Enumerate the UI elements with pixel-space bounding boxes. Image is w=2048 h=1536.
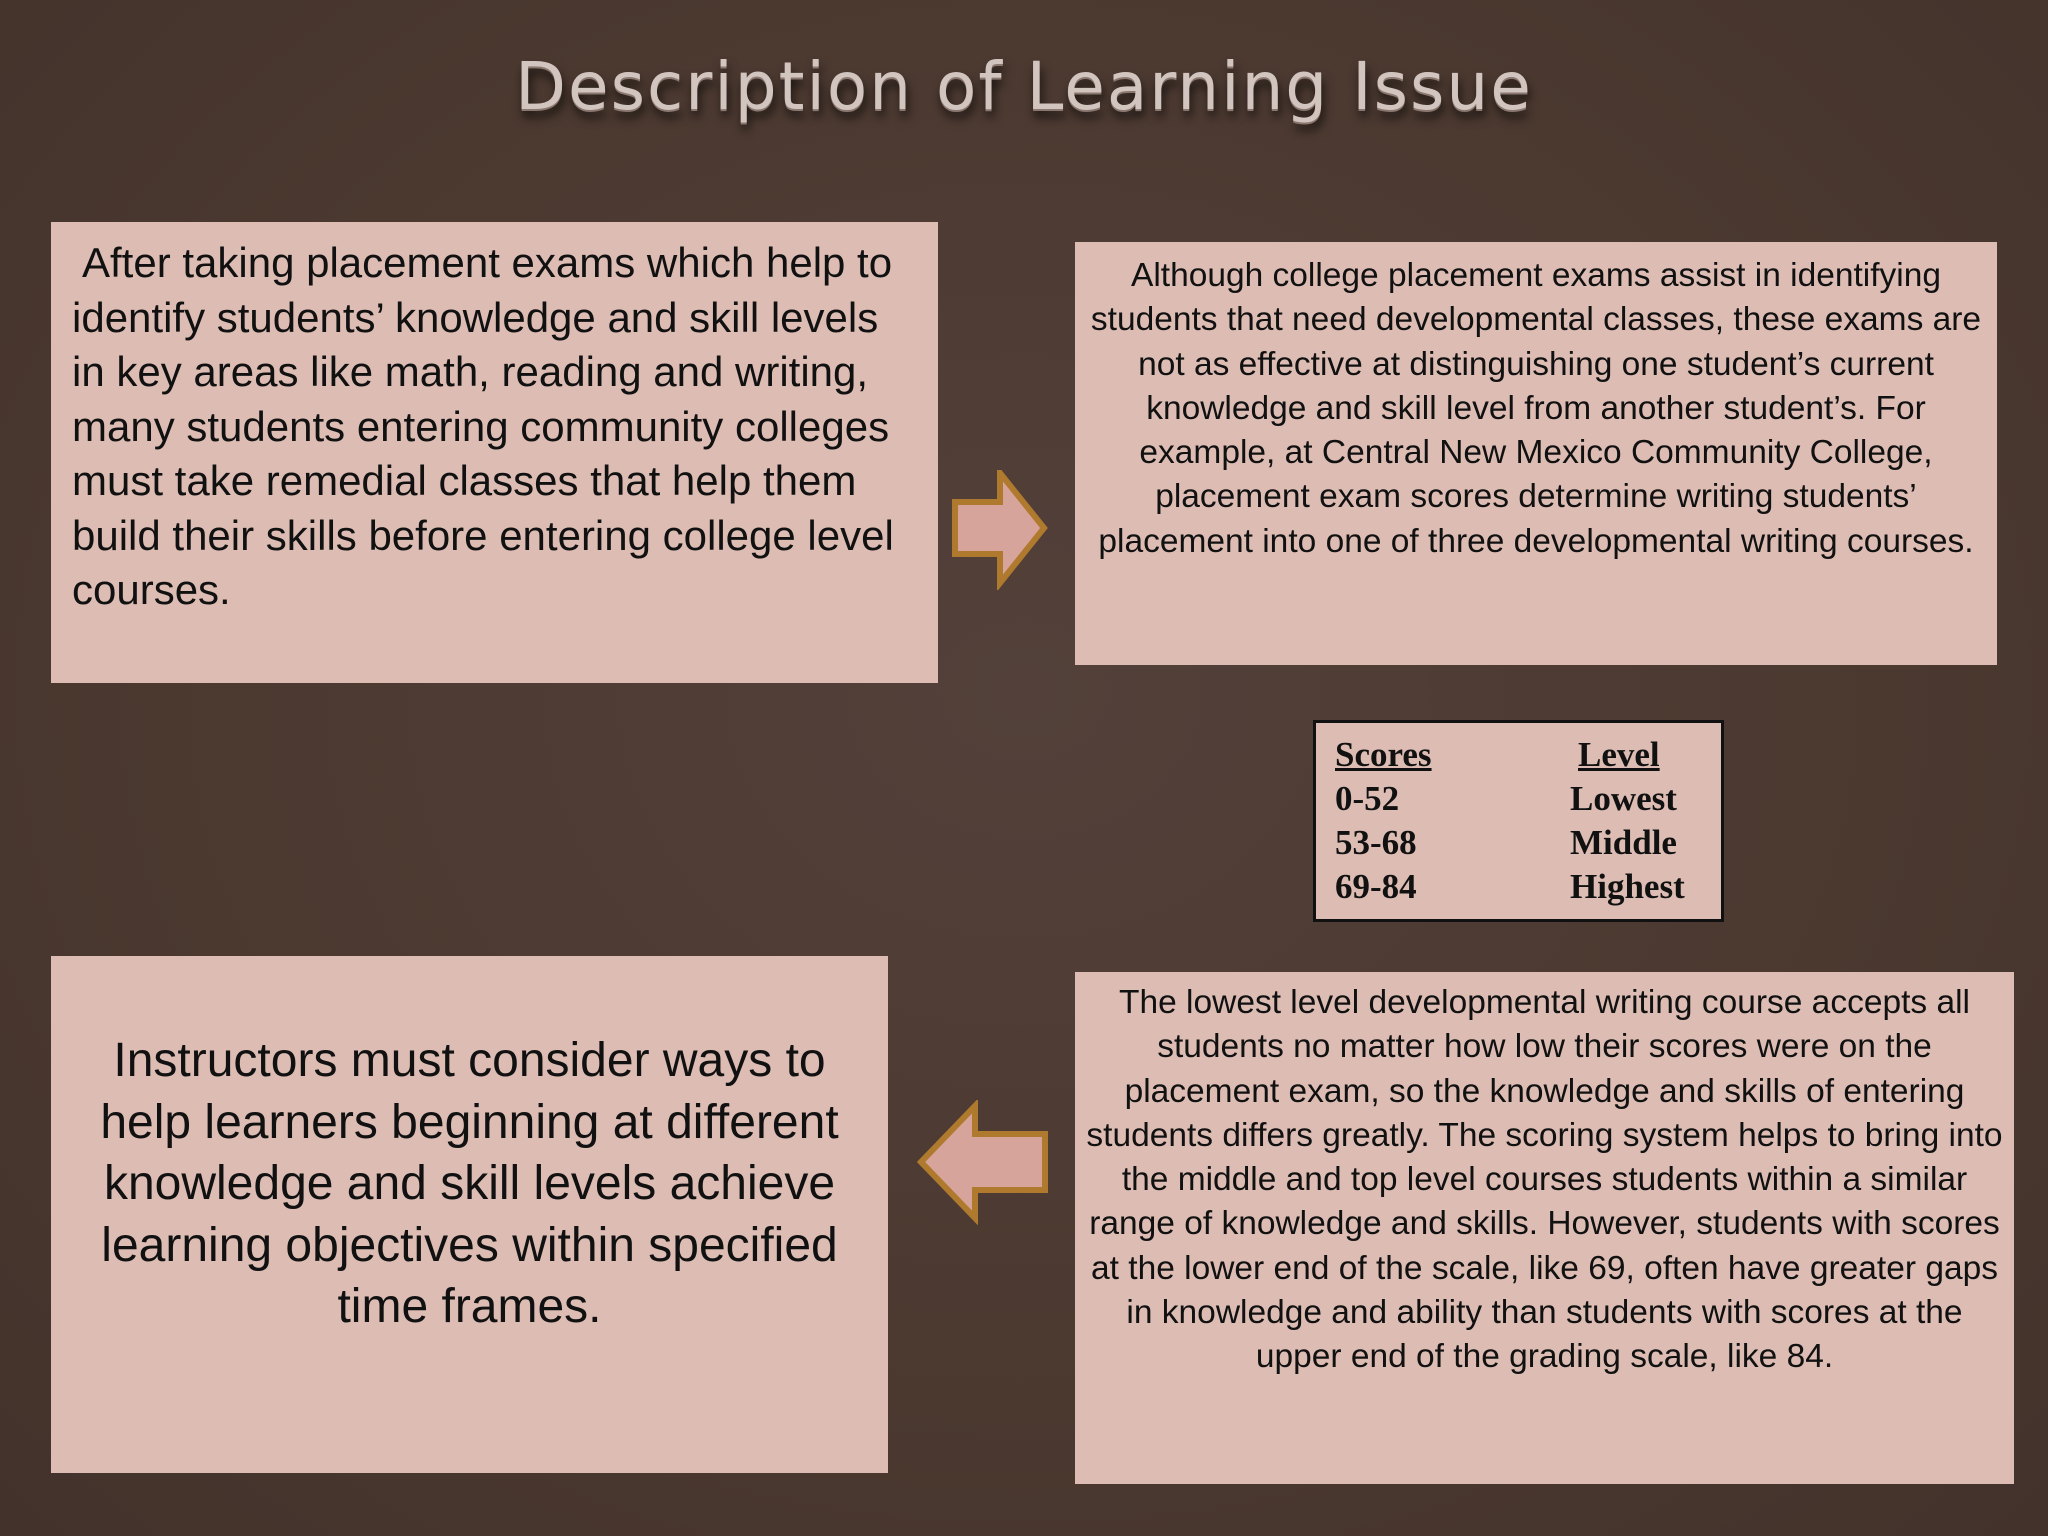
table-row bbox=[1316, 823, 1721, 867]
table-cell-score: 0-52 bbox=[1335, 779, 1400, 818]
table-cell-level: Highest bbox=[1570, 867, 1685, 906]
arrow-right-icon bbox=[950, 470, 1050, 590]
text-lowest-level-course: The lowest level developmental writing course accepts all students no matter how low their scores were on the placement exam, so the knowledge and skills of entering students differs greatly. The scoring system helps to bring into the middle and top level courses students within a similar range of knowledge and skills. However, students with scores at the lower end of the scale, like 69, often have greater gaps in knowledge and ability than students with scores at the upper end of the grading scale, like 84. bbox=[1086, 984, 2003, 1376]
table-header-scores: Scores bbox=[1335, 735, 1432, 774]
text-exam-effectiveness: Although college placement exams assist in identifying students that need developmental classes, these exams are not as effective at distinguishing one student’s current knowledge and skill level from another student’s. For example, at Central New Mexico Community College, placement exam scores determine writing students’ placement into one of three developmental writing courses. bbox=[1090, 257, 1982, 560]
table-row bbox=[1316, 867, 1721, 911]
table-header-level: Level bbox=[1578, 735, 1660, 774]
table-cell-level: Middle bbox=[1570, 823, 1677, 862]
text-box-placement-exams bbox=[51, 222, 938, 683]
text-placement-exams: After taking placement exams which help to identify students’ knowledge and skill levels in key areas like math, reading and writing, many students entering community colleges must take remedial classes that help them build their skills before entering college level courses. bbox=[72, 239, 894, 613]
text-box-exam-effectiveness bbox=[1075, 242, 1997, 665]
text-box-instructor-challenge bbox=[51, 956, 888, 1473]
text-box-lowest-level-course bbox=[1075, 972, 2014, 1484]
table-cell-level: Lowest bbox=[1570, 779, 1677, 818]
table-row bbox=[1316, 779, 1721, 823]
table-cell-score: 69-84 bbox=[1335, 867, 1417, 906]
arrow-left-icon bbox=[915, 1100, 1050, 1225]
table-cell-score: 53-68 bbox=[1335, 823, 1417, 862]
score-level-table bbox=[1313, 720, 1724, 922]
text-instructor-challenge: Instructors must consider ways to help learners beginning at different knowledge and skill levels achieve learning objectives within specified time frames. bbox=[100, 1034, 839, 1333]
table-header-row bbox=[1316, 735, 1721, 779]
slide-title: Description of Learning Issue bbox=[515, 48, 1533, 125]
